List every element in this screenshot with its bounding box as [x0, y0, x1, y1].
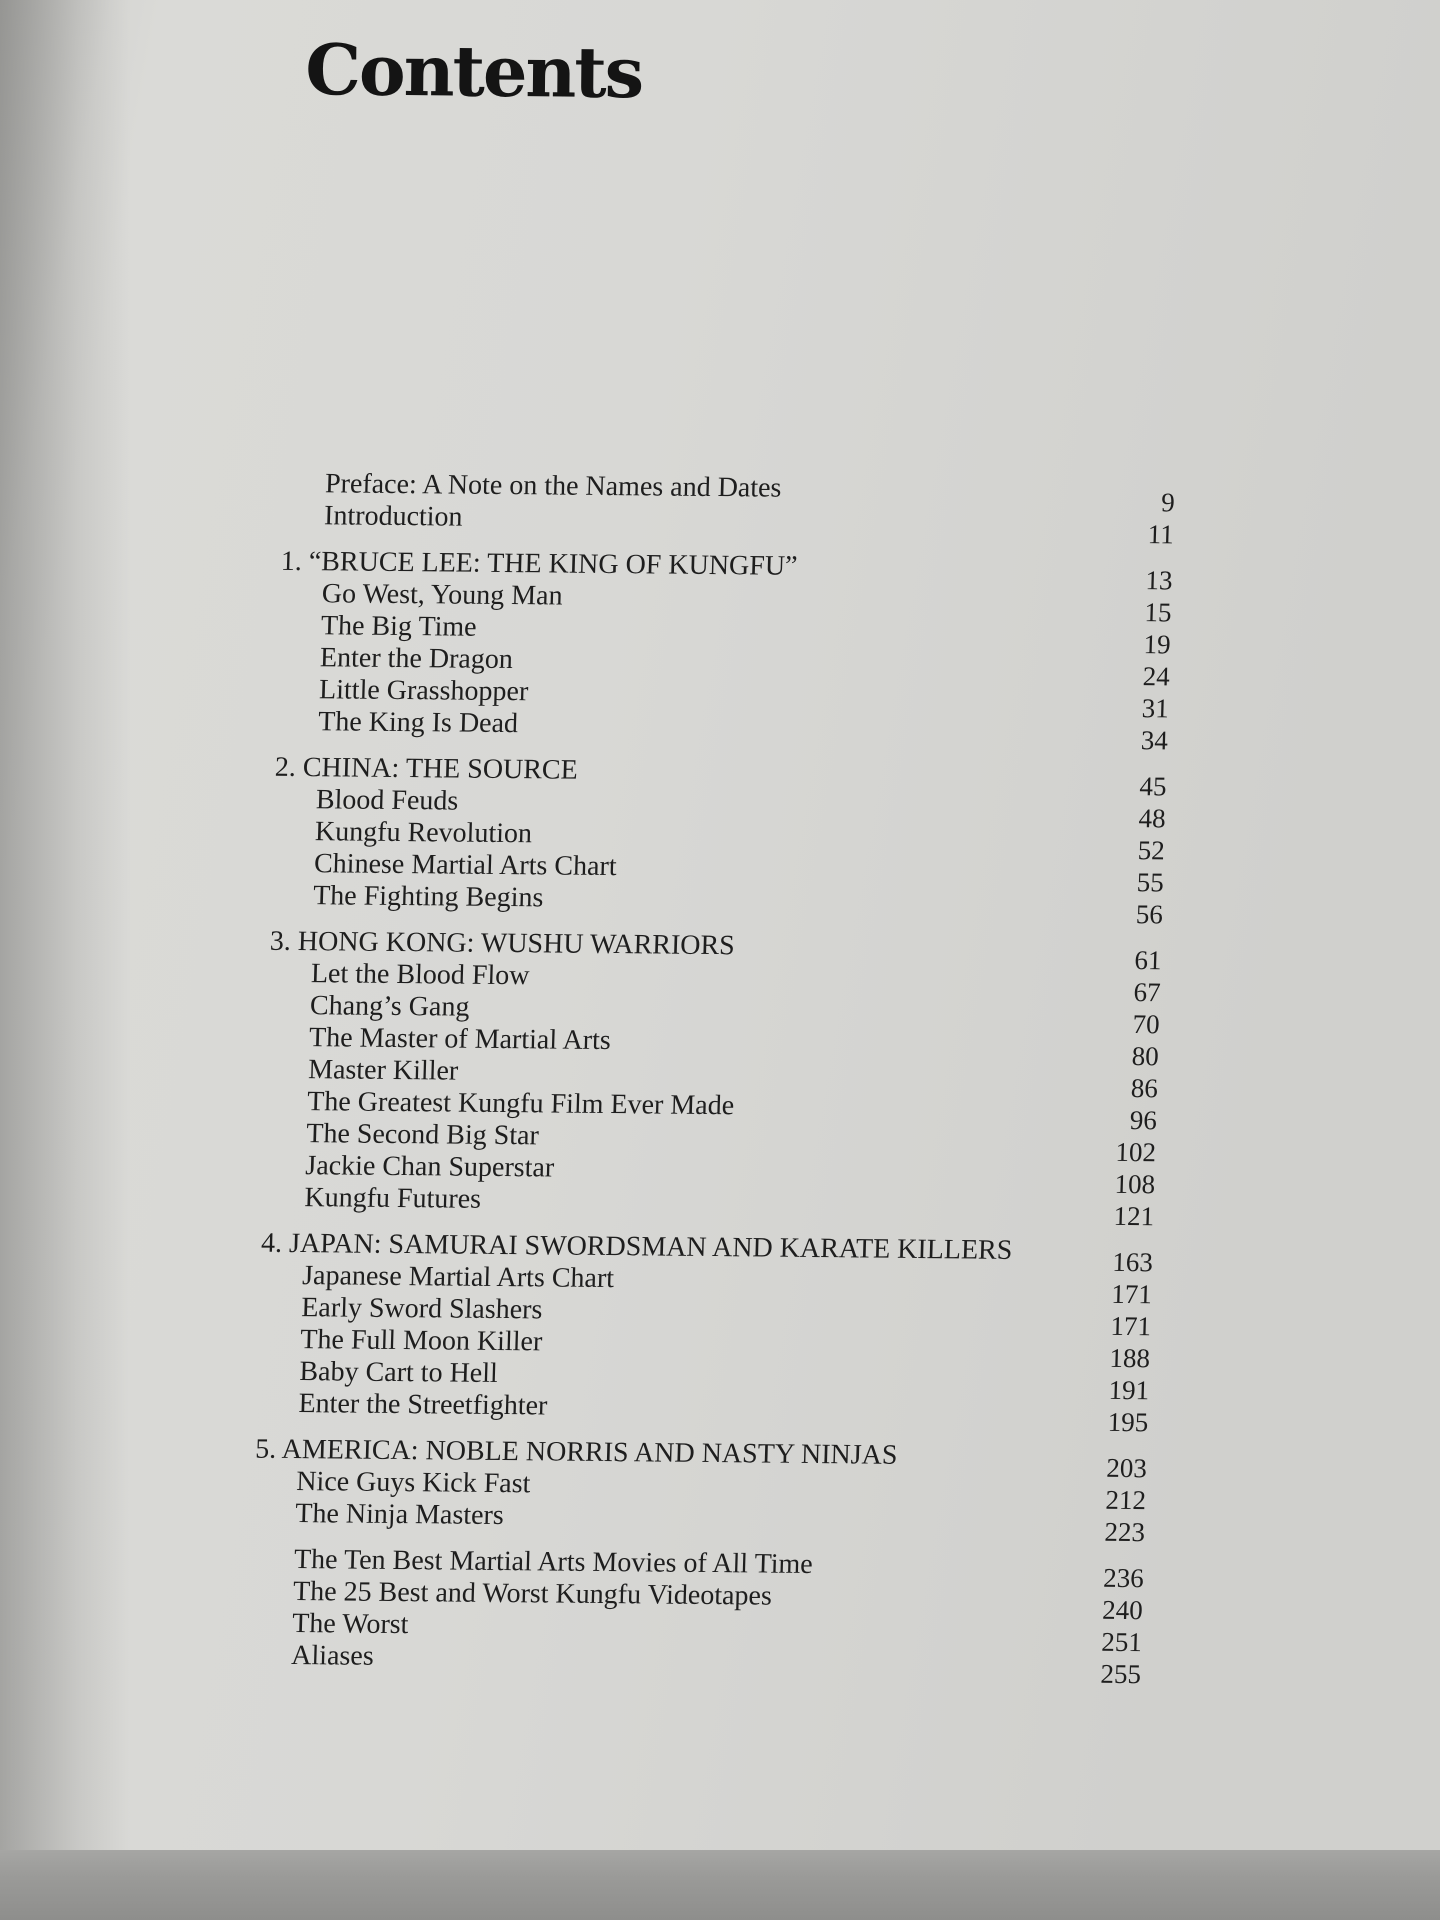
- entry-title: Enter the Streetfighter: [298, 1388, 548, 1422]
- page-number: 195: [1107, 1406, 1149, 1438]
- page-number: 31: [1141, 693, 1170, 724]
- chapter-group: [248, 545, 1173, 756]
- page-number: 11: [1147, 519, 1175, 550]
- entry-title: Introduction: [323, 500, 464, 533]
- entry-title: Preface: A Note on the Names and Dates: [324, 468, 782, 504]
- entry-title: Aliases: [290, 1639, 375, 1672]
- entry-title: Go West, Young Man: [321, 578, 564, 612]
- page-number: 171: [1110, 1310, 1152, 1342]
- chapter-title: 3. HONG KONG: WUSHU WARRIORS: [269, 925, 736, 962]
- page-number: 102: [1115, 1136, 1157, 1168]
- page-number: 61: [1134, 945, 1162, 976]
- page-number: 70: [1132, 1009, 1161, 1040]
- entry-title: The Worst: [291, 1608, 409, 1641]
- page-number: 236: [1102, 1562, 1145, 1594]
- chapter-title: 4. JAPAN: SAMURAI SWORDSMAN AND KARATE KILLERS: [260, 1227, 1013, 1266]
- page-number: 15: [1144, 597, 1172, 628]
- chapter-group: [243, 751, 1168, 930]
- chapter-group: [234, 925, 1162, 1232]
- entry-title: The Ninja Masters: [294, 1498, 505, 1532]
- entry-title: The Second Big Star: [305, 1118, 540, 1152]
- page-number: 163: [1111, 1246, 1154, 1278]
- page-number: 24: [1142, 661, 1171, 692]
- page-number: 251: [1100, 1626, 1143, 1658]
- entry-title: Chang’s Gang: [309, 990, 470, 1023]
- page-number: 56: [1135, 899, 1164, 930]
- entry-title: The King Is Dead: [317, 706, 519, 740]
- entry-title: Japanese Martial Arts Chart: [301, 1260, 615, 1295]
- page-number: 212: [1105, 1484, 1147, 1516]
- page-number: 121: [1113, 1200, 1155, 1232]
- chapter-group: [225, 1433, 1148, 1548]
- entry-title: Blood Feuds: [315, 784, 459, 817]
- entry-title: Little Grasshopper: [318, 674, 529, 708]
- entry-title: The Ten Best Martial Arts Movies of All Time: [293, 1544, 814, 1580]
- page-number: 55: [1136, 867, 1165, 898]
- chapter-title: 1. “BRUCE LEE: THE KING OF KUNGFU”: [280, 545, 798, 582]
- entry-title: The Full Moon Killer: [299, 1324, 543, 1358]
- entry-title: Baby Cart to Hell: [299, 1356, 499, 1389]
- entry-title: Kungfu Revolution: [314, 816, 533, 850]
- table-of-contents: [220, 468, 1175, 1695]
- entry-title: The 25 Best and Worst Kungfu Videotapes: [292, 1576, 773, 1612]
- page-number: 19: [1143, 629, 1172, 660]
- page-number: 52: [1137, 835, 1166, 866]
- page-number: 108: [1114, 1168, 1156, 1200]
- page-number: 171: [1110, 1278, 1153, 1310]
- page-number: 96: [1129, 1105, 1158, 1136]
- entry-title: Kungfu Futures: [304, 1182, 482, 1215]
- page-number: 240: [1101, 1594, 1144, 1626]
- page-number: 45: [1139, 771, 1167, 802]
- page-number: 67: [1133, 977, 1162, 1008]
- page-number: 223: [1104, 1516, 1146, 1548]
- back-matter-group: [221, 1543, 1145, 1690]
- page-number: 86: [1130, 1073, 1159, 1104]
- chapter-group: [228, 1227, 1154, 1438]
- page-number: 34: [1140, 725, 1169, 756]
- entry-title: Early Sword Slashers: [300, 1292, 543, 1326]
- entry-title: The Fighting Begins: [312, 880, 544, 914]
- page-number: 203: [1105, 1452, 1148, 1484]
- entry-title: Enter the Dragon: [319, 642, 514, 676]
- page-number: 80: [1131, 1041, 1160, 1072]
- page-number: 255: [1100, 1658, 1142, 1690]
- entry-title: Let the Blood Flow: [310, 958, 530, 992]
- page-number: 188: [1109, 1342, 1151, 1374]
- entry-title: Nice Guys Kick Fast: [295, 1466, 531, 1500]
- entry-title: Chinese Martial Arts Chart: [313, 848, 618, 883]
- page-number: 13: [1145, 565, 1173, 596]
- chapter-title: 5. AMERICA: NOBLE NORRIS AND NASTY NINJAS: [254, 1433, 898, 1471]
- entry-title: Master Killer: [307, 1054, 459, 1087]
- entry-title: Jackie Chan Superstar: [304, 1150, 555, 1184]
- page-number: 9: [1160, 487, 1176, 518]
- entry-title: The Greatest Kungfu Film Ever Made: [306, 1086, 735, 1122]
- page-edge: [0, 1850, 1440, 1920]
- page-number: 48: [1138, 803, 1167, 834]
- contents-heading: Contents: [304, 28, 643, 115]
- entry-title: The Big Time: [320, 610, 478, 643]
- front-matter-group: [254, 468, 1176, 550]
- entry-title: The Master of Martial Arts: [308, 1022, 612, 1057]
- page-number: 191: [1108, 1374, 1150, 1406]
- chapter-title: 2. CHINA: THE SOURCE: [274, 751, 579, 786]
